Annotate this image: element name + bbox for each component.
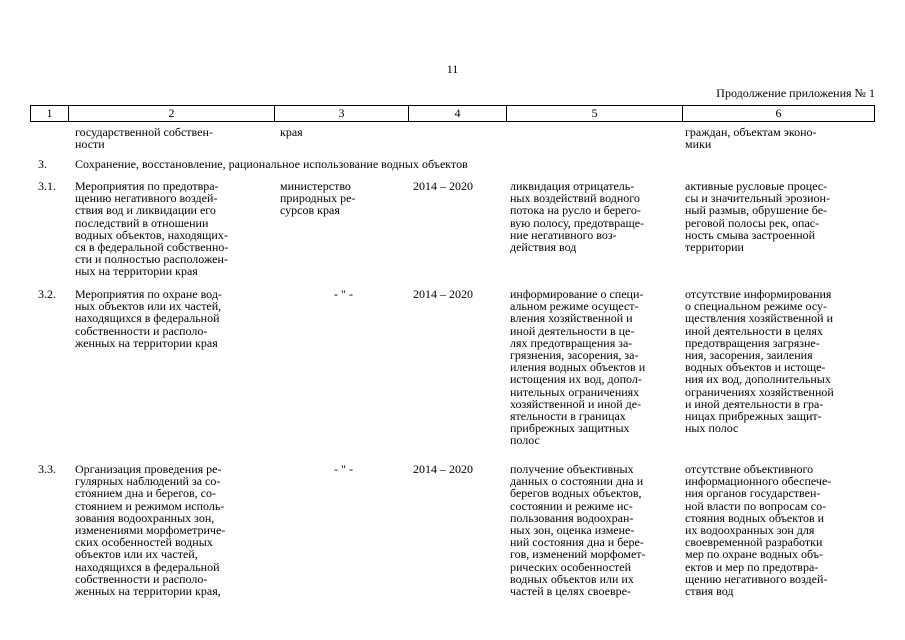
period-text: 2014 – 2020 [413,462,473,476]
carryover-consequence: граждан, объектам эконо- мики [685,125,817,152]
consequence-text: отсутствие информирования о специальном режиме осу- ществления хозяйственной и иной деятельности в целях предотвращения загрязне- ния, засорения, заиления водных объектов и истоще- ния их вод, дополнительных ограничениях хозяйственной и иной деятельности в гра- ницах прибрежных защит- ных полос [685,287,834,436]
column-number: 5 [507,106,683,122]
row-number: 3.3. [38,462,56,476]
consequence-text: активные русловые процес- сы и значительный эрозион- ный размыв, обрушение бе- реговой полосы рек, опас- ность смыва застроенной территории [685,179,830,255]
result-text: ликвидация отрицатель- ных воздействий водного потока на русло и берего- вую полосу, предотвраще- ние негативного воз- действия вод [510,179,645,255]
measure-text: Мероприятия по предотвра- щению негативного воздей- ствия вод и ликвидации его последствий в отношении водных объектов, находящих- ся в федеральной собственно- сти и полностью расположен- ных на территории края [75,179,229,279]
column-number: 4 [409,106,507,122]
row-number: 3.1. [38,179,56,193]
column-number: 2 [69,106,275,122]
carryover-executor: края [280,125,303,139]
column-number: 6 [683,106,875,122]
consequence-text: отсутствие объективного информационного обеспече- ния органов государствен- ной власти по вопросам со- стояния водных объектов и их водоохранных зон для своевременной разработки мер по охране водных объ- ектов и мер по предотвра- щению негативного воздей- ствия вод [685,462,832,599]
period-text: 2014 – 2020 [413,287,473,301]
result-text: получение объективных данных о состоянии дна и берегов водных объектов, состоянии и режиме ис- пользования водоохран- ных зон, оценка измене- ний состояния дна и бере- гов, изменений морфомет- рических особенностей водных объектов или их частей в целях своевре- [510,462,646,599]
column-number: 1 [31,106,69,122]
result-text: информирование о специ- альном режиме осущест- вления хозяйственной и иной деятельности в це- лях предотвращения за- грязнения, засорения, за- иления водных объектов и истощения их вод, допол- нительных ограничениях хозяйственной и иной де- ятельности в границах прибрежных защитных полос [510,287,646,448]
executor-text: - " - [334,462,353,476]
column-number-header [30,105,875,122]
row-number: 3.2. [38,287,56,301]
executor-text: - " - [334,287,353,301]
measure-text: Мероприятия по охране вод- ных объектов или их частей, находящихся в федеральной собственности и располо- женных на территории края [75,287,222,350]
continuation-label: Продолжение приложения № 1 [716,86,875,100]
measure-text: Организация проведения ре- гулярных наблюдений за со- стоянием дна и берегов, со- стоянием и режимом исполь- зования водоохранных зон, изменениями морфометриче- ских особенностей водных объектов или их частей, находящихся в федеральной собственности и располо- женных на территории края, [75,462,226,599]
section-number: 3. [38,157,47,171]
column-number: 3 [275,106,409,122]
section-title: Сохранение, восстановление, рациональное использование водных объектов [75,157,468,171]
period-text: 2014 – 2020 [413,179,473,193]
page-number: 11 [446,62,459,76]
carryover-measure: государственной собствен- ности [75,125,213,152]
executor-text: министерство природных ре- сурсов края [280,179,356,218]
